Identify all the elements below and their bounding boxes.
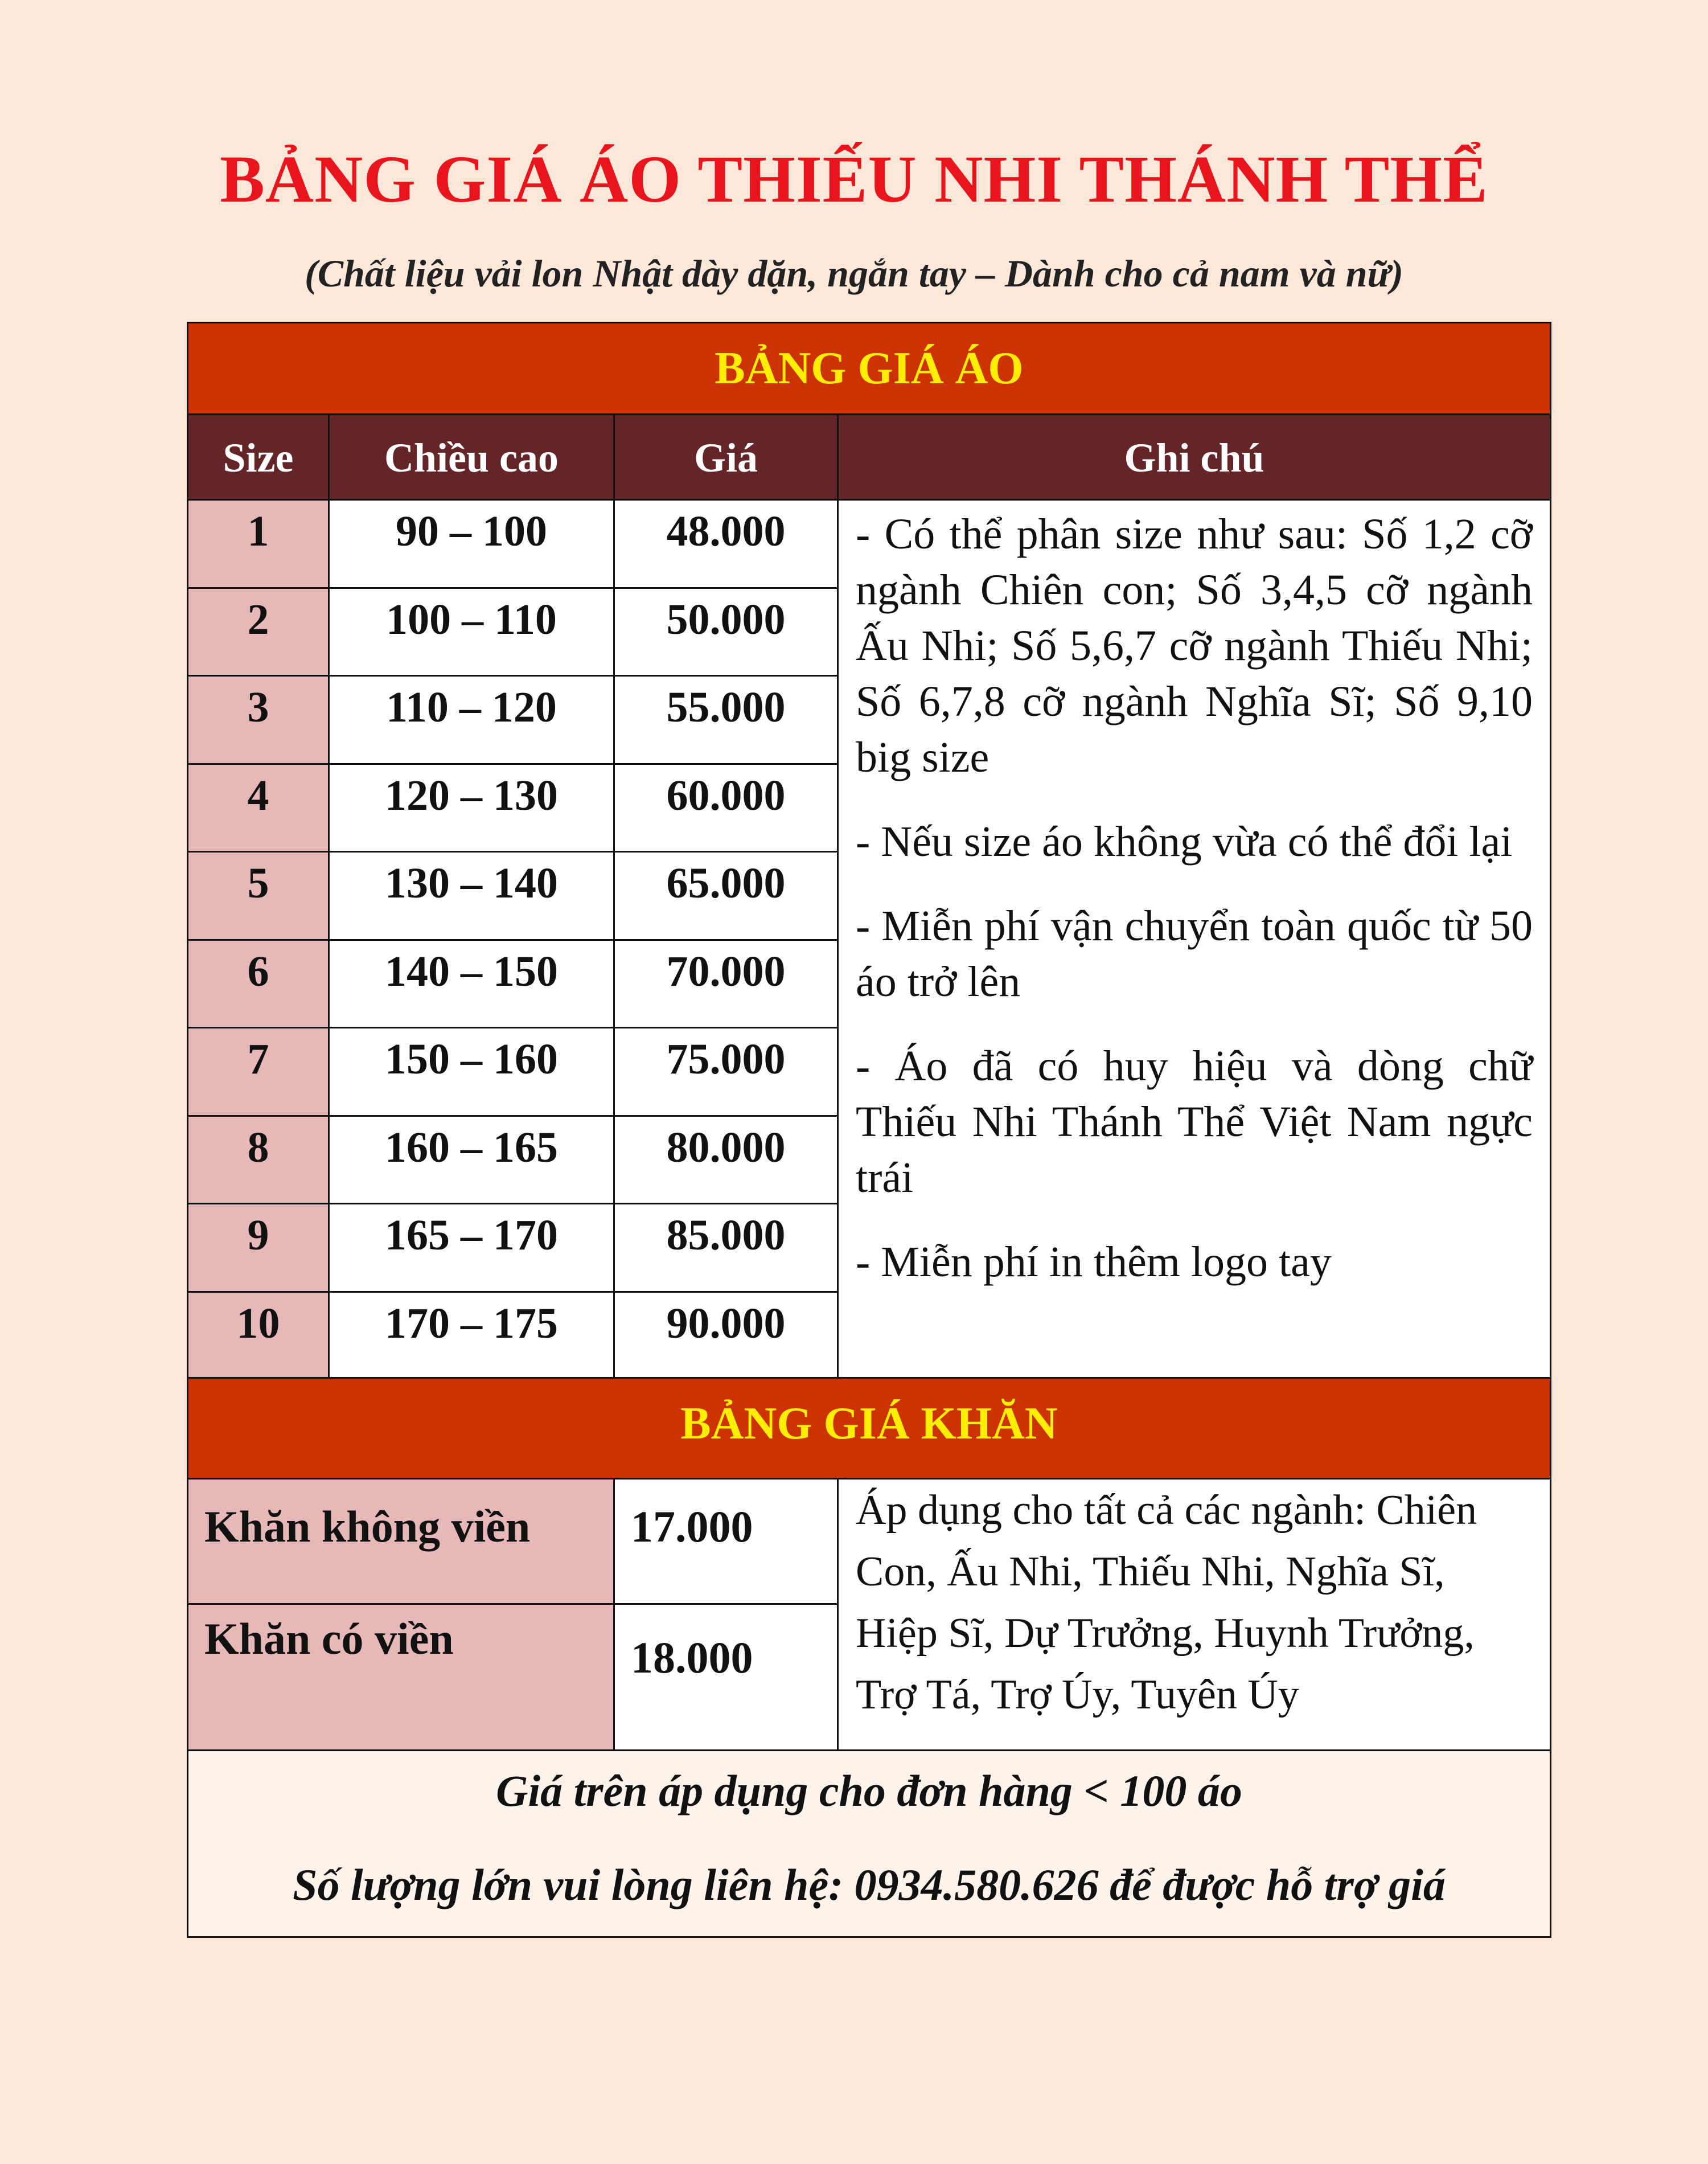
size-cell: 6 <box>187 939 330 1028</box>
price-cell: 90.000 <box>613 1291 839 1380</box>
height-cell: 140 – 150 <box>328 939 615 1028</box>
page-title: BẢNG GIÁ ÁO THIẾU NHI THÁNH THỂ <box>220 142 1488 216</box>
scarf-label-with-border: Khăn có viền <box>187 1603 615 1751</box>
note-item: - Miễn phí in thêm logo tay <box>856 1238 1332 1286</box>
size-cell: 2 <box>187 587 330 677</box>
price-cell: 70.000 <box>613 939 839 1028</box>
note-item: - Có thể phân size như sau: Số 1,2 cỡ ngành Chiên con; Số 3,4,5 cỡ ngành Ấu Nhi; Số 5,6,7 cỡ ngành Thiếu Nhi; Số 6,7,8 cỡ ngành Nghĩa Sĩ; Số 9,10 big size <box>856 510 1533 781</box>
height-cell: 150 – 160 <box>328 1027 615 1117</box>
footer <box>187 1749 1551 1938</box>
size-cell: 10 <box>187 1291 330 1380</box>
price-cell: 50.000 <box>613 587 839 677</box>
height-cell: 110 – 120 <box>328 675 615 765</box>
height-cell: 90 – 100 <box>328 499 615 589</box>
note-item: - Nếu size áo không vừa có thể đổi lại <box>856 818 1513 866</box>
page-subtitle: (Chất liệu vải lon Nhật dày dặn, ngắn tay – Dành cho cả nam và nữ) <box>305 252 1403 295</box>
column-header-height: Chiều cao <box>328 413 615 501</box>
size-cell: 1 <box>187 499 330 589</box>
price-cell: 48.000 <box>613 499 839 589</box>
size-cell: 4 <box>187 763 330 853</box>
column-header-price: Giá <box>613 413 839 501</box>
scarf-label-no-border: Khăn không viền <box>187 1478 615 1605</box>
price-cell: 85.000 <box>613 1203 839 1293</box>
scarf-price-no-border: 17.000 <box>613 1478 839 1605</box>
price-cell: 80.000 <box>613 1115 839 1204</box>
size-cell: 7 <box>187 1027 330 1117</box>
note-item: - Miễn phí vận chuyển toàn quốc từ 50 áo trở lên <box>856 902 1533 1006</box>
notes-cell <box>837 499 1551 1379</box>
height-cell: 100 – 110 <box>328 587 615 677</box>
scarf-price-with-border: 18.000 <box>613 1603 839 1751</box>
price-cell: 55.000 <box>613 675 839 765</box>
size-cell: 8 <box>187 1115 330 1204</box>
height-cell: 160 – 165 <box>328 1115 615 1204</box>
price-cell: 60.000 <box>613 763 839 853</box>
column-header-size: Size <box>187 413 330 501</box>
note-item: - Áo đã có huy hiệu và dòng chữ Thiếu Nhi Thánh Thể Việt Nam ngực trái <box>856 1042 1533 1202</box>
scarf-table-heading: BẢNG GIÁ KHĂN <box>187 1377 1551 1479</box>
height-cell: 165 – 170 <box>328 1203 615 1293</box>
size-cell: 3 <box>187 675 330 765</box>
height-cell: 170 – 175 <box>328 1291 615 1380</box>
size-cell: 5 <box>187 851 330 941</box>
column-header-notes: Ghi chú <box>837 413 1551 501</box>
scarf-note: Áp dụng cho tất cả các ngành: Chiên Con, Ấu Nhi, Thiếu Nhi, Nghĩa Sĩ, Hiệp Sĩ, Dự Trưởng, Huynh Trưởng, Trợ Tá, Trợ Úy, Tuyên Úy <box>837 1478 1551 1751</box>
footer-line-1: Giá trên áp dụng cho đơn hàng < 100 áo <box>496 1766 1242 1815</box>
shirt-table-heading: BẢNG GIÁ ÁO <box>187 322 1551 415</box>
height-cell: 120 – 130 <box>328 763 615 853</box>
price-cell: 65.000 <box>613 851 839 941</box>
size-cell: 9 <box>187 1203 330 1293</box>
footer-line-2: Số lượng lớn vui lòng liên hệ: 0934.580.626 để được hỗ trợ giá <box>293 1860 1446 1909</box>
price-cell: 75.000 <box>613 1027 839 1117</box>
height-cell: 130 – 140 <box>328 851 615 941</box>
